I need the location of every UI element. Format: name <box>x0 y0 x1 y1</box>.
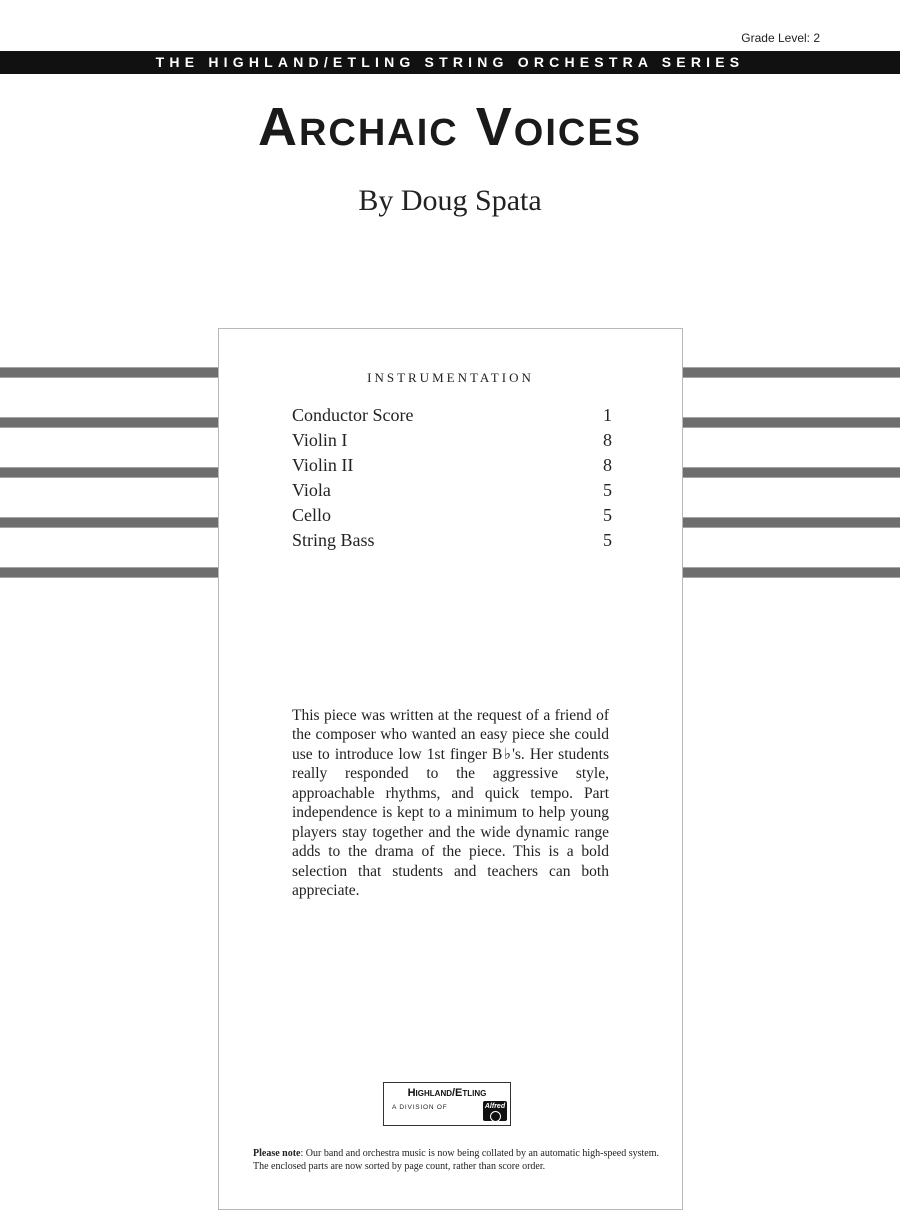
instrument-row <box>292 528 612 553</box>
staff-line <box>0 517 218 528</box>
instrument-name: Cello <box>292 505 331 525</box>
instrument-row <box>292 503 612 528</box>
instrumentation-heading: INSTRUMENTATION <box>367 370 534 385</box>
instrument-row <box>292 403 612 428</box>
staff-line <box>683 367 900 378</box>
instrument-quantity: 8 <box>603 430 612 450</box>
staff-line <box>683 567 900 578</box>
page-title: Archaic Voices <box>257 97 643 157</box>
grade-level: Grade Level: 2 <box>741 31 820 45</box>
staff-line <box>0 567 218 578</box>
instrument-row <box>292 478 612 503</box>
alfred-circle-icon <box>490 1111 501 1122</box>
instrument-quantity: 5 <box>603 480 612 500</box>
alfred-logo-text: Alfred <box>484 1103 506 1110</box>
instrumentation-list <box>292 403 612 553</box>
info-panel <box>218 328 683 1210</box>
instrument-quantity: 5 <box>603 530 612 550</box>
instrument-name: Violin II <box>292 455 354 475</box>
staff-line <box>0 367 218 378</box>
staff-line <box>683 517 900 528</box>
collation-note <box>253 1147 665 1173</box>
instrument-name: Viola <box>292 480 331 500</box>
publisher-logo <box>383 1082 511 1126</box>
note-text: : Our band and orchestra music is now being collated by an automatic high-speed system. The enclosed parts are now sorted by page count, rather than score order. <box>253 1148 660 1172</box>
composer-byline: By Doug Spata <box>358 184 542 217</box>
instrument-name: String Bass <box>292 530 375 550</box>
staff-line <box>683 467 900 478</box>
instrument-quantity: 5 <box>603 505 612 525</box>
instrument-name: Violin I <box>292 430 348 450</box>
instrument-quantity: 8 <box>603 455 612 475</box>
staff-line <box>683 417 900 428</box>
staff-line <box>0 417 218 428</box>
instrument-name: Conductor Score <box>292 405 414 425</box>
alfred-logo-icon <box>483 1101 507 1121</box>
instrument-row <box>292 453 612 478</box>
publisher-name: Highland/Etling <box>407 1087 487 1099</box>
instrument-row <box>292 428 612 453</box>
staff-line <box>0 467 218 478</box>
note-label: Please note <box>253 1148 301 1159</box>
instrument-quantity: 1 <box>603 405 612 425</box>
series-banner: THE HIGHLAND/ETLING STRING ORCHESTRA SERIES <box>0 51 900 74</box>
publisher-division: A DIVISION OF <box>392 1104 448 1111</box>
piece-description: This piece was written at the request of a friend of the composer who wanted an easy piece she could use to introduce low 1st finger B♭'s. Her students really responded to the aggressive style, approachable rhythms, and quick tempo. Part independence is kept to a minimum to help young players stay together and the wide dynamic range adds to the drama of the piece. This is a bold selection that students and teachers can both appreciate. <box>292 706 609 899</box>
